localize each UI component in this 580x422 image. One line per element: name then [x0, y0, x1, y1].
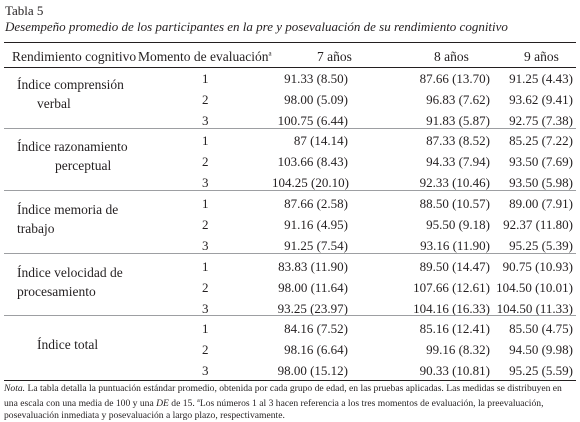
header-moment [138, 49, 272, 65]
value-cell-v9: 90.75 (10.93) [502, 259, 573, 274]
value-cell-v9: 91.25 (4.43) [509, 71, 573, 86]
note-text-part2: de 15. [168, 398, 198, 410]
table-caption: Desempeño promedio de los participantes en la pre y posevaluación de su rendimiento cognitivo [5, 19, 508, 34]
header-age-7: 7 años [317, 49, 352, 64]
domain-label [17, 75, 124, 113]
value-cell-v8: 87.33 (8.52) [426, 133, 490, 148]
domain-label [17, 137, 128, 175]
moment-cell: 3 [202, 175, 209, 190]
moment-cell: 1 [202, 133, 209, 148]
header-moment-label: Momento de evaluación [138, 49, 269, 64]
domain-label-line2: perceptual [55, 158, 112, 173]
moment-cell: 3 [202, 113, 209, 128]
group-separator [4, 253, 576, 254]
value-cell-v7: 98.00 (5.09) [284, 92, 348, 107]
table-top-rule [4, 42, 576, 43]
value-cell-v8: 90.33 (10.81) [419, 363, 490, 378]
moment-cell: 2 [202, 342, 209, 357]
domain-label-line2: trabajo [17, 221, 55, 236]
note-text-part1: La tabla detalla la puntuación estándar promedio, obtenida por cada grupo de edad, en las pruebas aplicadas. Las medidas se distribuyen en una escala con una media de 100 y una [4, 383, 562, 410]
value-cell-v9: 93.62 (9.41) [509, 92, 573, 107]
moment-cell: 1 [202, 321, 209, 336]
value-cell-v8: 89.50 (14.47) [419, 259, 490, 274]
value-cell-v7: 103.66 (8.43) [277, 154, 348, 169]
value-cell-v8: 95.50 (9.18) [426, 217, 490, 232]
moment-cell: 2 [202, 280, 209, 295]
domain-label [17, 200, 118, 238]
value-cell-v9: 93.50 (5.98) [509, 175, 573, 190]
value-cell-v8: 87.66 (13.70) [419, 71, 490, 86]
domain-label-line2: procesamiento [17, 284, 96, 299]
domain-label [17, 335, 98, 354]
value-cell-v8: 94.33 (7.94) [426, 154, 490, 169]
header-domain: Rendimiento cognitivo [12, 49, 137, 64]
value-cell-v7: 100.75 (6.44) [277, 113, 348, 128]
value-cell-v9: 104.50 (10.01) [496, 280, 573, 295]
domain-label [17, 263, 123, 301]
value-cell-v7: 91.16 (4.95) [284, 217, 348, 232]
group-separator [4, 190, 576, 191]
value-cell-v8: 99.16 (8.32) [426, 342, 490, 357]
value-cell-v7: 87.66 (2.58) [284, 196, 348, 211]
domain-label-line1: Índice velocidad de [17, 265, 123, 280]
table-label: Tabla 5 [5, 3, 44, 18]
domain-label-line1: Índice total [37, 337, 99, 352]
moment-cell: 3 [202, 238, 209, 253]
table-bottom-rule [4, 380, 576, 381]
table-note [4, 383, 578, 422]
value-cell-v9: 94.50 (9.98) [509, 342, 573, 357]
moment-cell: 1 [202, 259, 209, 274]
moment-cell: 1 [202, 71, 209, 86]
value-cell-v9: 104.50 (11.33) [496, 301, 573, 316]
value-cell-v9: 85.50 (4.75) [509, 321, 573, 336]
domain-label-line2: verbal [37, 96, 71, 111]
value-cell-v8: 107.66 (12.61) [413, 280, 490, 295]
moment-cell: 3 [202, 363, 209, 378]
moment-cell: 1 [202, 196, 209, 211]
value-cell-v7: 98.00 (15.12) [277, 363, 348, 378]
value-cell-v9: 92.75 (7.38) [509, 113, 573, 128]
value-cell-v9: 95.25 (5.39) [509, 238, 573, 253]
value-cell-v9: 95.25 (5.59) [509, 363, 573, 378]
value-cell-v7: 98.16 (6.64) [284, 342, 348, 357]
value-cell-v8: 85.16 (12.41) [419, 321, 490, 336]
domain-label-line1: Índice comprensión [17, 77, 124, 92]
value-cell-v8: 88.50 (10.57) [419, 196, 490, 211]
value-cell-v9: 85.25 (7.22) [509, 133, 573, 148]
header-moment-superscript: a [268, 49, 272, 58]
moment-cell: 2 [202, 217, 209, 232]
note-de: DE [156, 398, 169, 410]
value-cell-v7: 83.83 (11.90) [278, 259, 348, 274]
group-separator [4, 315, 576, 316]
value-cell-v9: 92.37 (11.80) [503, 217, 573, 232]
group-separator [4, 128, 576, 129]
value-cell-v7: 91.25 (7.54) [284, 238, 348, 253]
domain-label-line1: Índice memoria de [17, 202, 119, 217]
header-age-8: 8 años [434, 49, 469, 64]
value-cell-v8: 93.16 (11.90) [420, 238, 490, 253]
note-label: Nota. [4, 383, 26, 394]
note-text-part3: Los números 1 al 3 hacen referencia a los tres momentos de evaluación, la preevaluación, posevaluación inmediata y posevaluación a largo plazo, respectivamente. [4, 398, 544, 422]
value-cell-v7: 91.33 (8.50) [284, 71, 348, 86]
value-cell-v7: 84.16 (7.52) [284, 321, 348, 336]
value-cell-v9: 89.00 (7.91) [509, 196, 573, 211]
value-cell-v9: 93.50 (7.69) [509, 154, 573, 169]
moment-cell: 2 [202, 154, 209, 169]
domain-label-line1: Índice razonamiento [17, 139, 128, 154]
value-cell-v8: 91.83 (5.87) [426, 113, 490, 128]
value-cell-v8: 104.16 (16.33) [413, 301, 490, 316]
header-age-9: 9 años [524, 49, 559, 64]
value-cell-v7: 104.25 (20.10) [272, 175, 349, 190]
value-cell-v7: 98.00 (11.64) [278, 280, 348, 295]
table-header-rule [4, 67, 576, 68]
value-cell-v7: 87 (14.14) [293, 133, 348, 148]
value-cell-v8: 92.33 (10.46) [419, 175, 490, 190]
moment-cell: 3 [202, 301, 209, 316]
moment-cell: 2 [202, 92, 209, 107]
value-cell-v7: 93.25 (23.97) [277, 301, 348, 316]
note-superscript: a [197, 398, 200, 404]
value-cell-v8: 96.83 (7.62) [426, 92, 490, 107]
